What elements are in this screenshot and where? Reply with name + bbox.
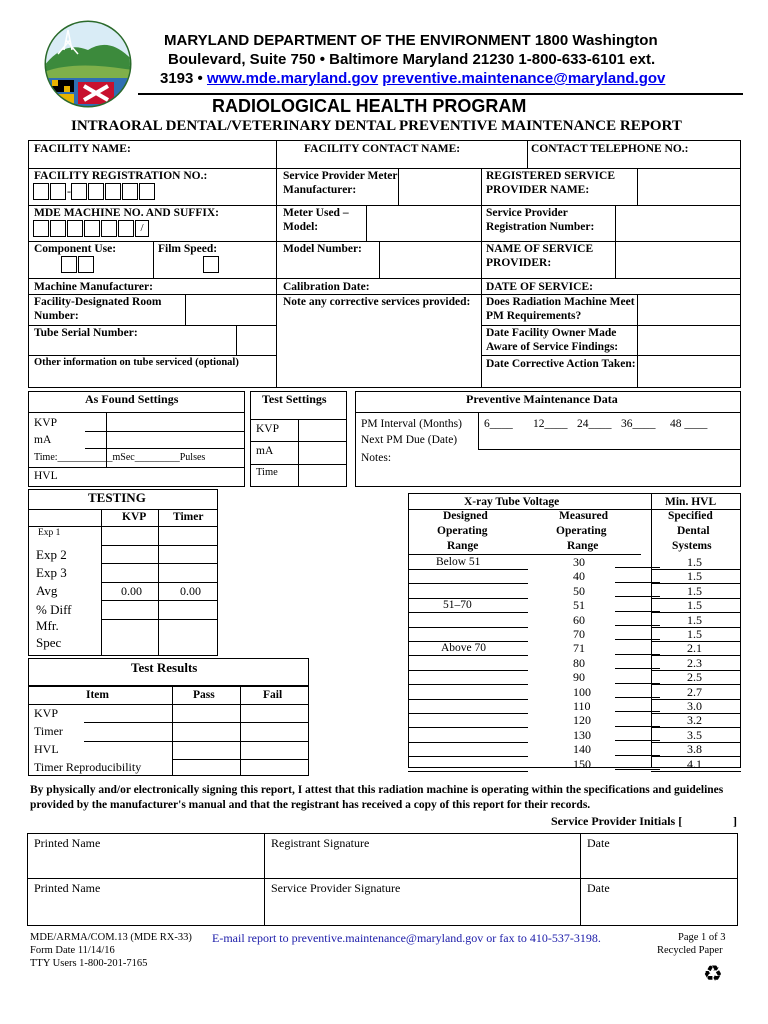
test-settings-title: Test Settings <box>262 392 327 406</box>
other-info-label: Other information on tube serviced (optional) <box>34 357 239 368</box>
owner-aware-label: Date Facility Owner Made Aware of Service Findings: <box>486 327 619 353</box>
model-number-label: Model Number: <box>283 243 362 255</box>
next-pm-due-label: Next PM Due (Date) <box>361 434 458 446</box>
results-item-hvl: HVL <box>34 742 59 756</box>
xray-measured-blank[interactable] <box>615 596 660 597</box>
xray-kvp-value: 90 <box>573 670 585 685</box>
date-1[interactable]: Date <box>587 836 610 850</box>
xray-designed-line <box>408 627 528 628</box>
pm-interval-label: PM Interval (Months) <box>361 418 462 430</box>
xray-designed-line <box>408 641 528 642</box>
xray-designed-line <box>408 670 528 671</box>
date-2[interactable]: Date <box>587 881 610 895</box>
xray-hvl-value: 3.0 <box>687 699 702 713</box>
xray-hvl-value: 4.1 <box>687 756 702 771</box>
xray-measured-blank[interactable] <box>615 683 660 684</box>
xray-kvp-value: 80 <box>573 655 585 670</box>
xray-measured-blank[interactable] <box>615 755 660 756</box>
pm-interval-6[interactable]: 6____ <box>484 418 513 430</box>
test-results-title: Test Results <box>131 660 198 675</box>
xray-designed-line <box>408 699 528 700</box>
testing-row-diff: % Diff <box>36 602 72 617</box>
xray-designed-line <box>408 612 528 613</box>
designed-h2: Operating <box>437 525 488 537</box>
results-col-pass: Pass <box>193 689 215 701</box>
xray-designed-line <box>408 598 528 599</box>
xray-kvp-value: 70 <box>573 627 585 641</box>
xray-hvl-value: 3.8 <box>687 742 702 757</box>
attestation-text: By physically and/or electronically signing this report, I attest that this radiation machine is operating within the specifications and guidelines provided by the manufacturer's manual and that the registrant has received a copy of this report for their records. <box>30 784 724 811</box>
testing-row-exp1: Exp 1 <box>38 528 61 538</box>
xray-designed-line <box>408 771 528 772</box>
test-settings-time: Time <box>256 467 278 478</box>
xray-hvl-value: 1.5 <box>687 583 702 598</box>
range-51-70: 51–70 <box>443 599 472 611</box>
xray-hvl-value: 2.7 <box>687 684 702 699</box>
header-line-1: MARYLAND DEPARTMENT OF THE ENVIRONMENT 1800 Washington <box>164 32 658 49</box>
testing-title: TESTING <box>88 490 146 505</box>
component-use-label: Component Use: <box>34 243 117 255</box>
printed-name-2[interactable]: Printed Name <box>34 881 101 895</box>
signature-table <box>27 833 738 926</box>
machine-no-boxes[interactable]: / <box>33 219 150 237</box>
meter-manufacturer-label: Service Provider Meter Manufacturer: <box>283 170 398 196</box>
xray-title: X-ray Tube Voltage <box>464 496 560 508</box>
recycled-paper: Recycled Paper <box>657 945 723 956</box>
machine-manufacturer-label: Machine Manufacturer: <box>34 281 153 293</box>
report-title: INTRAORAL DENTAL/VETERINARY DENTAL PREVENTIVE MAINTENANCE REPORT <box>71 118 682 134</box>
results-col-item: Item <box>86 689 109 701</box>
machine-no-label: MDE MACHINE NO. AND SUFFIX: <box>34 207 219 219</box>
pm-interval-24[interactable]: 24____ <box>577 418 612 430</box>
range-above-70: Above 70 <box>441 642 487 654</box>
xray-kvp-value: 100 <box>573 684 591 699</box>
xray-measured-blank[interactable] <box>615 668 660 669</box>
xray-designed-line <box>408 583 528 584</box>
corrective-date-label: Date Corrective Action Taken: <box>486 358 636 370</box>
contact-phone-label: CONTACT TELEPHONE NO.: <box>531 143 689 155</box>
testing-avg-timer: 0.00 <box>180 584 201 598</box>
form-date: Form Date 11/14/16 <box>30 945 115 956</box>
registrant-signature[interactable]: Registrant Signature <box>271 836 370 850</box>
xray-measured-blank[interactable] <box>615 611 660 612</box>
range-below-51: Below 51 <box>436 556 481 568</box>
facility-name-label: FACILITY NAME: <box>34 143 131 155</box>
testing-row-spec: Spec <box>36 635 62 650</box>
xray-kvp-value: 50 <box>573 583 585 598</box>
as-found-title: As Found Settings <box>85 392 179 406</box>
xray-designed-line <box>408 727 528 728</box>
xray-hvl-value: 3.2 <box>687 713 702 728</box>
results-item-reproducibility: Timer Reproducibility <box>34 760 142 774</box>
room-number-label: Facility-Designated Room Number: <box>34 296 162 322</box>
header-line-3 <box>160 70 665 87</box>
initials-label: Service Provider Initials [ <box>551 814 683 828</box>
designed-h3: Range <box>447 540 479 552</box>
as-found-hvl: HVL <box>34 470 58 482</box>
specified-h1: Specified <box>668 510 713 522</box>
component-use-boxes[interactable] <box>61 255 95 273</box>
xray-measured-blank[interactable] <box>615 639 660 640</box>
film-speed-box[interactable] <box>203 255 220 273</box>
xray-hvl-value: 1.5 <box>687 612 702 627</box>
xray-hvl-value: 1.5 <box>687 569 702 584</box>
results-item-kvp: KVP <box>34 706 59 720</box>
xray-hvl-value: 3.5 <box>687 727 702 742</box>
calibration-date-label: Calibration Date: <box>283 281 370 293</box>
testing-col-timer: Timer <box>173 511 204 523</box>
header-line-2: Boulevard, Suite 750 • Baltimore Maryland 21230 1-800-633-6101 ext. <box>168 51 656 68</box>
xray-measured-blank[interactable] <box>615 711 660 712</box>
xray-kvp-value: 51 <box>573 598 585 613</box>
film-speed-label: Film Speed: <box>158 243 218 255</box>
xray-measured-blank[interactable] <box>615 769 660 770</box>
xray-measured-blank[interactable] <box>615 625 660 626</box>
xray-hvl-value: 1.5 <box>687 627 702 641</box>
xray-designed-line <box>408 756 528 757</box>
xray-kvp-value: 110 <box>573 699 591 713</box>
meets-pm-label: Does Radiation Machine Meet PM Requirements? <box>486 296 635 322</box>
xray-kvp-value: 30 <box>573 555 585 569</box>
registration-no-boxes[interactable]: - <box>33 182 156 200</box>
notes-label: Notes: <box>361 452 392 464</box>
xray-kvp-value: 140 <box>573 742 591 757</box>
sp-registration-label: Service Provider Registration Number: <box>486 207 595 233</box>
xray-kvp-value: 120 <box>573 713 591 728</box>
tube-serial-label: Tube Serial Number: <box>34 327 138 339</box>
pm-interval-12[interactable]: 12____ <box>533 418 568 430</box>
xray-measured-blank[interactable] <box>615 697 660 698</box>
name-of-provider-label: NAME OF SERVICE PROVIDER: <box>486 243 594 269</box>
min-hvl-title: Min. HVL <box>665 496 717 508</box>
xray-designed-line <box>408 655 528 656</box>
as-found-kvp: KVP <box>34 417 58 429</box>
registration-no-label: FACILITY REGISTRATION NO.: <box>34 170 208 182</box>
testing-col-kvp: KVP <box>122 511 147 523</box>
specified-h2: Dental <box>677 525 710 537</box>
results-col-fail: Fail <box>263 689 283 701</box>
xray-designed-line <box>408 684 528 685</box>
tty-line: TTY Users 1-800-201-7165 <box>30 958 148 969</box>
program-title: RADIOLOGICAL HEALTH PROGRAM <box>212 96 527 116</box>
pm-interval-36[interactable]: 36____ <box>621 418 656 430</box>
measured-h1: Measured <box>559 510 608 522</box>
test-settings-kvp: KVP <box>256 423 280 435</box>
xray-kvp-value: 60 <box>573 612 585 627</box>
test-settings-ma: mA <box>256 445 274 457</box>
testing-avg-kvp: 0.00 <box>121 584 142 598</box>
xray-measured-blank[interactable] <box>615 582 660 583</box>
xray-hvl-value: 1.5 <box>687 598 702 613</box>
xray-kvp-value: 150 <box>573 756 591 771</box>
printed-name-1[interactable]: Printed Name <box>34 836 101 850</box>
xray-hvl-value: 1.5 <box>687 555 702 569</box>
testing-row-exp3: Exp 3 <box>36 565 67 580</box>
registered-provider-label: REGISTERED SERVICE PROVIDER NAME: <box>486 170 616 196</box>
xray-kvp-value: 40 <box>573 569 585 584</box>
xray-hvl-value: 2.1 <box>687 641 702 656</box>
xray-hvl-value: 2.5 <box>687 670 702 685</box>
facility-contact-label: FACILITY CONTACT NAME: <box>304 143 461 155</box>
xray-measured-blank[interactable] <box>615 726 660 727</box>
pm-data-title: Preventive Maintenance Data <box>466 392 618 406</box>
ext-prefix: 3193 • <box>160 70 203 87</box>
mde-logo <box>44 20 132 108</box>
header-divider <box>138 93 743 95</box>
page-number: Page 1 of 3 <box>678 932 726 943</box>
xray-row-line <box>651 771 741 772</box>
footer-email-line[interactable]: E-mail report to preventive.maintenance@maryland.gov or fax to 410-537-3198. <box>212 931 601 945</box>
as-found-time: Time:___________mSec_________Pulses <box>34 452 206 463</box>
specified-h3: Systems <box>672 540 712 552</box>
xray-hvl-value: 2.3 <box>687 655 702 670</box>
website-link[interactable]: www.mde.maryland.gov <box>206 70 379 87</box>
xray-kvp-value: 71 <box>573 641 585 656</box>
xray-designed-line <box>408 713 528 714</box>
provider-signature[interactable]: Service Provider Signature <box>271 881 401 895</box>
testing-row-mfr: Mfr. <box>36 618 59 633</box>
pm-interval-48[interactable]: 48 ____ <box>670 418 708 430</box>
results-item-timer: Timer <box>34 724 63 738</box>
as-found-ma: mA <box>34 434 52 446</box>
designed-h1: Designed <box>443 510 488 522</box>
corrective-services-label: Note any corrective services provided: <box>283 296 471 308</box>
meter-model-label: Meter Used – Model: <box>283 207 349 233</box>
xray-designed-line <box>408 569 528 570</box>
date-of-service-label: DATE OF SERVICE: <box>486 281 593 293</box>
xray-designed-line <box>408 742 528 743</box>
xray-kvp-value: 130 <box>573 727 591 742</box>
initials-close[interactable]: ] <box>733 814 737 828</box>
xray-measured-blank[interactable] <box>615 654 660 655</box>
form-number: MDE/ARMA/COM.13 (MDE RX-33) <box>30 932 192 943</box>
measured-h3: Range <box>567 540 599 552</box>
recycle-icon: ♻ <box>703 962 723 987</box>
measured-h2: Operating <box>556 525 607 537</box>
xray-measured-blank[interactable] <box>615 740 660 741</box>
email-link[interactable]: preventive.maintenance@maryland.gov <box>382 70 666 87</box>
testing-row-avg: Avg <box>36 583 58 598</box>
xray-measured-blank[interactable] <box>615 567 660 568</box>
testing-row-exp2: Exp 2 <box>36 547 67 562</box>
